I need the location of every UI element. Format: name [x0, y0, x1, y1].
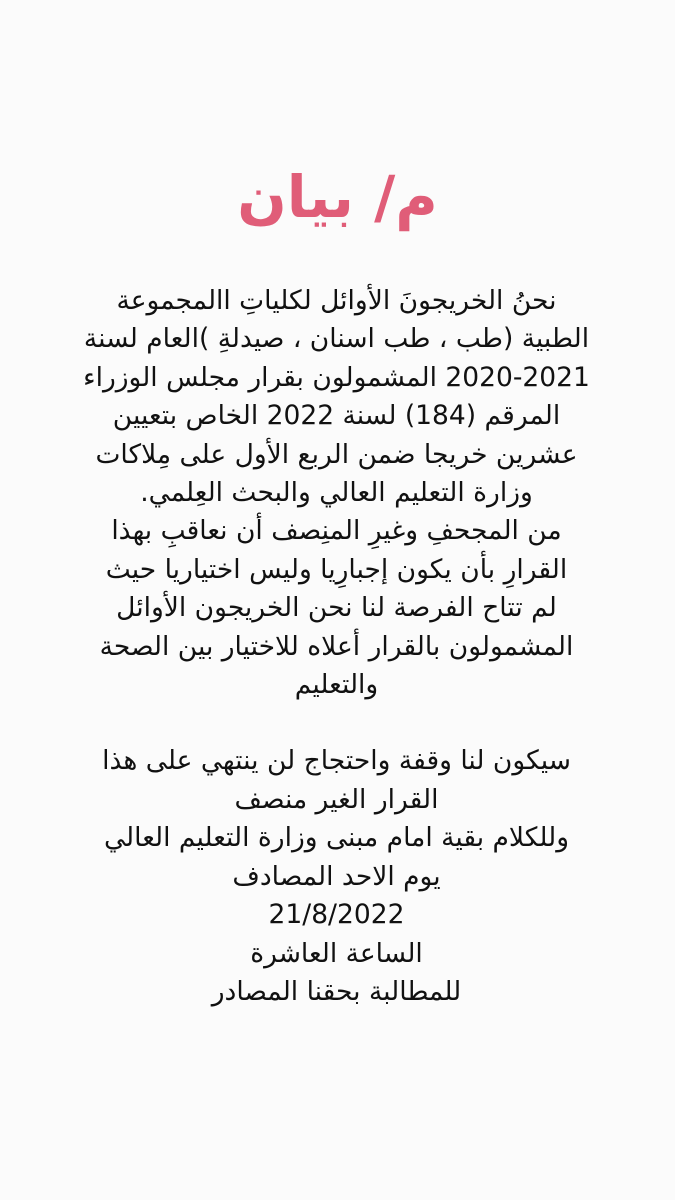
announcement-time: الساعة العاشرة — [250, 937, 423, 969]
body-line: القرارِ بأن يكون إجبارِيا وليس اختياريا حيث — [105, 553, 568, 585]
announcement-line: وللكلام بقية امام مبنى وزارة التعليم العالي — [103, 822, 570, 854]
body-line: لم تتاح الفرصة لنا نحن الخريجون الأوائل — [116, 592, 557, 624]
body-line: نحنُ الخريجونَ الأوائل لكلياتِ االمجموعة — [116, 285, 557, 316]
announcement-line: سيكون لنا وقفة واحتجاج لن ينتهي على هذا — [102, 745, 571, 777]
body-line: عشرين خريجا ضمن الربع الأول على مِلاكات — [95, 438, 578, 470]
statement-body — [14, 282, 659, 1011]
body-line: الطبية (طب ، طب اسنان ، صيدلةِ )العام لسنة — [83, 323, 590, 355]
body-line: من المجحفِ وغيرِ المنِصف أن نعاقبِ بهذا — [111, 515, 562, 547]
body-line: وزارة التعليم العالي والبحث العِلمي. — [140, 477, 533, 509]
announcement-line: القرار الغير منصف — [234, 783, 439, 815]
body-line: والتعليم — [294, 669, 379, 701]
body-line: المشمولون بالقرار أعلاه للاختيار بين الصحة — [99, 630, 574, 662]
announcement-line: يوم الاحد المصادف — [232, 860, 441, 892]
announcement-date: 21/8/2022 — [268, 899, 405, 931]
announcement-line: للمطالبة بحقنا المصادر — [211, 975, 462, 1007]
body-line: 2020-2021 المشمولون بقرار مجلس الوزراء — [83, 361, 590, 393]
statement-title: م/ بيان — [237, 163, 438, 231]
body-line: المرقم (184) لسنة 2022 الخاص بتعيين — [112, 400, 561, 432]
paragraph-spacer — [14, 704, 659, 742]
